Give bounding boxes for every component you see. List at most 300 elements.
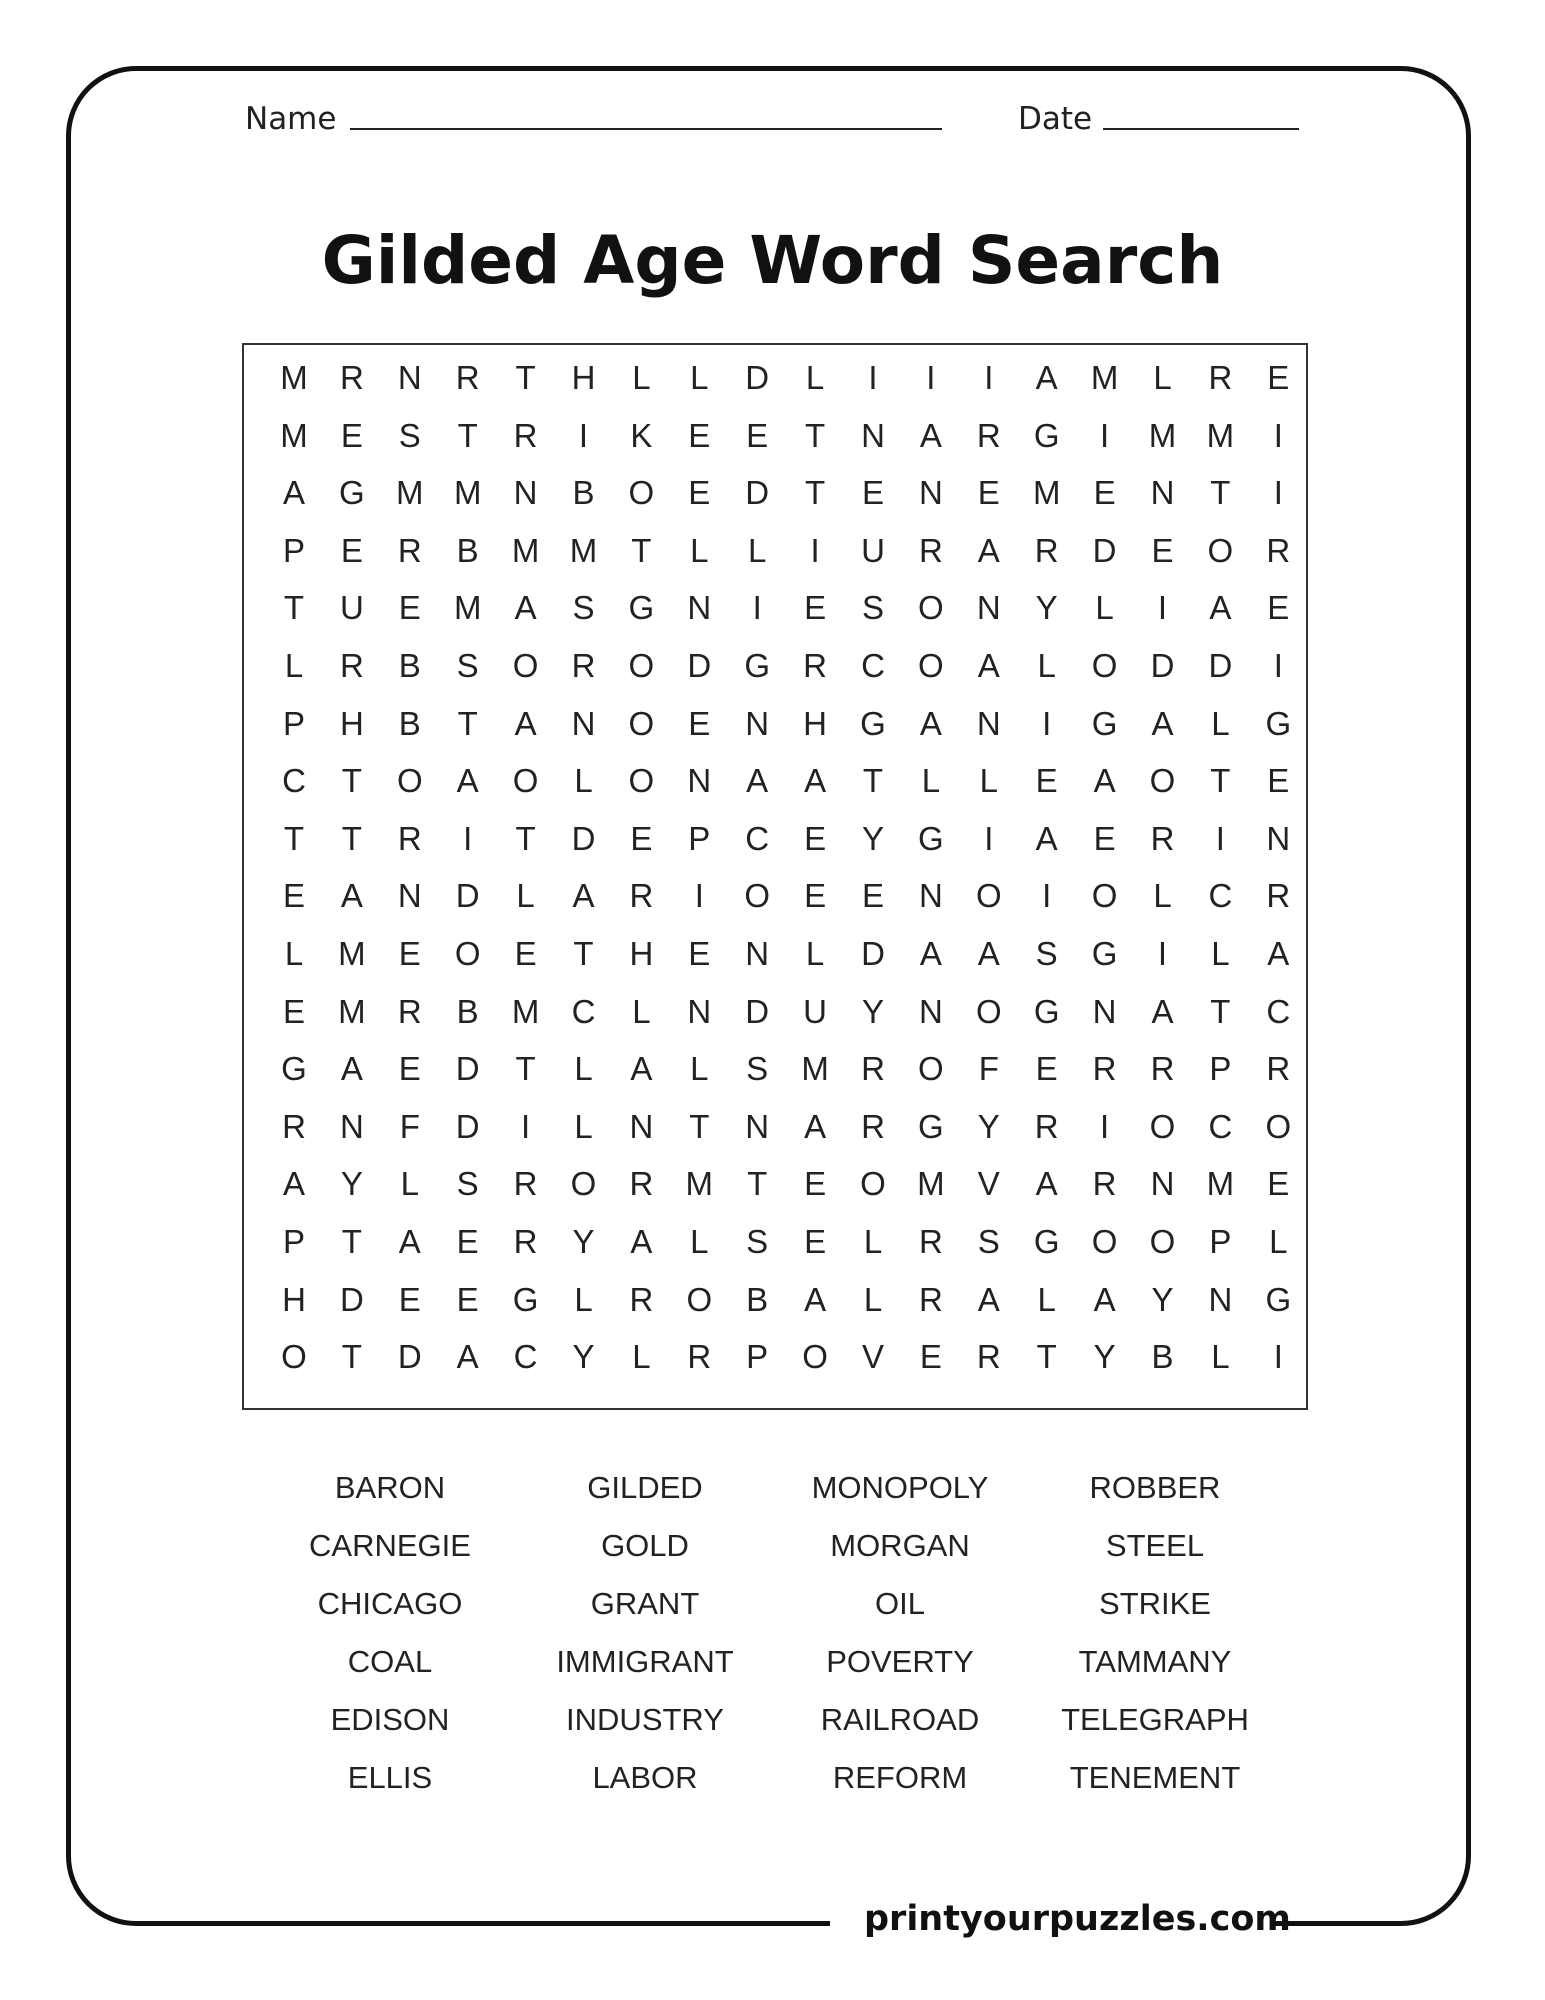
grid-letter[interactable]: A <box>1035 819 1058 857</box>
grid-letter[interactable]: R <box>1208 359 1233 396</box>
grid-letter[interactable]: T <box>457 416 478 454</box>
grid-letter[interactable]: R <box>1266 1050 1291 1088</box>
grid-letter[interactable]: N <box>687 589 712 627</box>
grid-letter[interactable]: I <box>1100 416 1110 454</box>
grid-letter[interactable]: U <box>861 531 885 569</box>
grid-letter[interactable]: Y <box>1093 1338 1116 1376</box>
grid-letter[interactable]: R <box>1092 1050 1117 1088</box>
grid-letter[interactable]: O <box>1091 877 1118 915</box>
grid-letter[interactable]: A <box>282 1165 305 1203</box>
grid-letter[interactable]: E <box>1093 819 1116 857</box>
grid-letter[interactable]: N <box>918 877 943 915</box>
grid-letter[interactable]: R <box>282 1107 306 1145</box>
grid-letter[interactable]: E <box>514 935 537 972</box>
grid-letter[interactable]: S <box>746 1223 769 1260</box>
grid-letter[interactable]: L <box>863 1280 883 1318</box>
grid-letter[interactable]: M <box>280 416 308 454</box>
grid-letter[interactable]: E <box>1035 762 1058 800</box>
grid-letter[interactable]: I <box>1273 474 1283 512</box>
grid-letter[interactable]: D <box>455 877 480 915</box>
grid-letter[interactable]: O <box>802 1338 828 1376</box>
grid-letter[interactable]: L <box>805 935 825 972</box>
grid-letter[interactable]: R <box>1092 1165 1117 1203</box>
grid-letter[interactable]: G <box>918 819 944 857</box>
grid-letter[interactable]: E <box>861 877 884 915</box>
grid-letter[interactable]: O <box>396 762 423 800</box>
grid-letter[interactable]: O <box>860 1165 886 1203</box>
grid-letter[interactable]: M <box>1148 416 1177 454</box>
grid-letter[interactable]: T <box>283 589 305 627</box>
grid-letter[interactable]: E <box>456 1223 479 1260</box>
grid-letter[interactable]: R <box>1034 1107 1059 1145</box>
grid-letter[interactable]: L <box>1211 704 1230 742</box>
grid-letter[interactable]: C <box>1208 877 1233 915</box>
grid-letter[interactable]: D <box>687 647 712 684</box>
grid-letter[interactable]: A <box>340 877 363 915</box>
grid-letter[interactable]: T <box>515 359 536 396</box>
grid-letter[interactable]: D <box>1092 531 1117 569</box>
grid-letter[interactable]: E <box>282 992 305 1030</box>
grid-letter[interactable]: A <box>1035 359 1058 396</box>
grid-letter[interactable]: O <box>1091 647 1118 684</box>
grid-letter[interactable]: T <box>515 819 536 857</box>
grid-letter[interactable]: A <box>804 762 827 800</box>
grid-letter[interactable]: S <box>572 589 595 627</box>
grid-letter[interactable]: N <box>571 704 596 742</box>
grid-letter[interactable]: G <box>1033 416 1060 454</box>
grid-letter[interactable]: L <box>574 762 593 800</box>
grid-letter[interactable]: R <box>513 416 538 454</box>
grid-letter[interactable]: N <box>1208 1280 1233 1318</box>
grid-letter[interactable]: L <box>1095 589 1114 627</box>
grid-letter[interactable]: T <box>341 1338 362 1376</box>
grid-letter[interactable]: R <box>803 647 828 684</box>
grid-letter[interactable]: O <box>628 474 655 512</box>
grid-letter[interactable]: R <box>1150 1050 1175 1088</box>
grid-letter[interactable]: B <box>572 474 595 512</box>
grid-letter[interactable]: E <box>804 1223 827 1260</box>
grid-letter[interactable]: R <box>861 1050 885 1088</box>
grid-letter[interactable]: R <box>918 531 943 569</box>
grid-letter[interactable]: E <box>1267 589 1290 627</box>
grid-letter[interactable]: A <box>340 1050 363 1088</box>
grid-letter[interactable]: I <box>578 416 589 454</box>
grid-letter[interactable]: E <box>1035 1050 1058 1088</box>
grid-letter[interactable]: R <box>339 359 364 396</box>
grid-letter[interactable]: L <box>690 1223 709 1260</box>
grid-letter[interactable]: H <box>571 359 596 396</box>
grid-letter[interactable]: N <box>339 1107 364 1145</box>
grid-letter[interactable]: T <box>689 1107 710 1145</box>
grid-letter[interactable]: G <box>628 589 655 627</box>
grid-letter[interactable]: Y <box>1151 1280 1174 1318</box>
grid-letter[interactable]: O <box>918 647 944 684</box>
grid-letter[interactable]: L <box>574 1050 593 1088</box>
grid-letter[interactable]: E <box>804 877 827 915</box>
grid-letter[interactable]: G <box>1033 1223 1060 1260</box>
grid-letter[interactable]: D <box>1150 647 1175 684</box>
grid-letter[interactable]: M <box>801 1050 829 1088</box>
grid-letter[interactable]: E <box>1267 359 1290 396</box>
grid-letter[interactable]: R <box>397 819 422 857</box>
grid-letter[interactable]: O <box>1149 1223 1176 1260</box>
grid-letter[interactable]: N <box>745 1107 770 1145</box>
grid-letter[interactable]: B <box>456 992 479 1030</box>
grid-letter[interactable]: D <box>397 1338 422 1376</box>
grid-letter[interactable]: L <box>1153 877 1172 915</box>
grid-letter[interactable]: O <box>1207 531 1234 569</box>
grid-letter[interactable]: I <box>1215 819 1225 857</box>
grid-letter[interactable]: R <box>1266 877 1291 915</box>
grid-letter[interactable]: I <box>1273 1338 1283 1376</box>
grid-letter[interactable]: M <box>917 1165 945 1203</box>
grid-letter[interactable]: E <box>804 1165 827 1203</box>
grid-letter[interactable]: E <box>398 1280 421 1318</box>
grid-letter[interactable]: P <box>1209 1050 1232 1088</box>
grid-letter[interactable]: G <box>1265 704 1292 742</box>
grid-letter[interactable]: R <box>629 1280 654 1318</box>
grid-letter[interactable]: T <box>341 762 362 800</box>
grid-letter[interactable]: F <box>399 1107 420 1145</box>
grid-letter[interactable]: I <box>926 359 936 396</box>
grid-letter[interactable]: O <box>628 647 655 684</box>
grid-letter[interactable]: N <box>745 935 770 972</box>
grid-letter[interactable]: L <box>690 359 709 396</box>
grid-letter[interactable]: M <box>396 474 424 512</box>
grid-letter[interactable]: L <box>516 877 535 915</box>
grid-letter[interactable]: E <box>919 1338 942 1376</box>
grid-letter[interactable]: R <box>918 1223 943 1260</box>
grid-letter[interactable]: L <box>1153 359 1172 396</box>
grid-letter[interactable]: N <box>629 1107 654 1145</box>
grid-letter[interactable]: N <box>687 762 712 800</box>
grid-letter[interactable]: U <box>339 589 364 627</box>
grid-letter[interactable]: L <box>748 531 767 569</box>
grid-letter[interactable]: C <box>282 762 306 800</box>
grid-letter[interactable]: G <box>1033 992 1060 1030</box>
grid-letter[interactable]: A <box>398 1223 421 1260</box>
grid-letter[interactable]: N <box>745 704 770 742</box>
grid-letter[interactable]: N <box>397 877 422 915</box>
grid-letter[interactable]: A <box>919 704 942 742</box>
grid-letter[interactable]: I <box>868 359 878 396</box>
grid-letter[interactable]: V <box>977 1165 1000 1203</box>
grid-letter[interactable]: L <box>805 359 825 396</box>
grid-letter[interactable]: I <box>1273 647 1283 684</box>
grid-letter[interactable]: A <box>746 762 769 800</box>
grid-letter[interactable]: T <box>341 1223 362 1260</box>
grid-letter[interactable]: T <box>341 819 362 857</box>
grid-letter[interactable]: T <box>1210 474 1231 512</box>
grid-letter[interactable]: Y <box>572 1338 595 1376</box>
grid-letter[interactable]: E <box>804 589 827 627</box>
grid-letter[interactable]: D <box>745 359 770 396</box>
grid-letter[interactable]: S <box>746 1050 769 1088</box>
grid-letter[interactable]: I <box>1157 935 1168 972</box>
grid-letter[interactable]: O <box>512 647 539 684</box>
grid-letter[interactable]: M <box>453 589 482 627</box>
grid-letter[interactable]: O <box>454 935 481 972</box>
grid-letter[interactable]: A <box>919 416 942 454</box>
grid-letter[interactable]: A <box>977 647 1000 684</box>
grid-letter[interactable]: S <box>456 647 479 684</box>
grid-letter[interactable]: A <box>282 474 305 512</box>
grid-letter[interactable]: S <box>398 416 421 454</box>
grid-letter[interactable]: A <box>804 1107 827 1145</box>
grid-letter[interactable]: H <box>282 1280 306 1318</box>
grid-letter[interactable]: C <box>1208 1107 1233 1145</box>
grid-letter[interactable]: E <box>804 819 827 857</box>
grid-letter[interactable]: E <box>1267 1165 1290 1203</box>
grid-letter[interactable]: I <box>984 819 994 857</box>
grid-letter[interactable]: M <box>1032 474 1061 512</box>
grid-letter[interactable]: O <box>1265 1107 1292 1145</box>
grid-letter[interactable]: I <box>984 359 994 396</box>
grid-letter[interactable]: E <box>688 416 711 454</box>
grid-letter[interactable]: O <box>744 877 771 915</box>
grid-letter[interactable]: M <box>453 474 482 512</box>
grid-letter[interactable]: D <box>745 992 770 1030</box>
grid-letter[interactable]: R <box>976 1338 1001 1376</box>
grid-letter[interactable]: M <box>569 531 598 569</box>
grid-letter[interactable]: L <box>1037 1280 1056 1318</box>
grid-letter[interactable]: N <box>918 992 943 1030</box>
grid-letter[interactable]: M <box>685 1165 714 1203</box>
grid-letter[interactable]: A <box>1267 935 1290 972</box>
grid-letter[interactable]: E <box>340 416 363 454</box>
grid-letter[interactable]: L <box>632 992 651 1030</box>
grid-letter[interactable]: G <box>1091 935 1118 972</box>
grid-letter[interactable]: N <box>397 359 422 396</box>
grid-letter[interactable]: I <box>1100 1107 1110 1145</box>
grid-letter[interactable]: T <box>457 704 478 742</box>
grid-letter[interactable]: D <box>455 1107 480 1145</box>
grid-letter[interactable]: O <box>975 992 1002 1030</box>
grid-letter[interactable]: A <box>630 1223 653 1260</box>
grid-letter[interactable]: R <box>513 1223 538 1260</box>
grid-letter[interactable]: P <box>746 1338 769 1376</box>
grid-letter[interactable]: T <box>515 1050 536 1088</box>
grid-letter[interactable]: E <box>398 1050 421 1088</box>
grid-letter[interactable]: Y <box>572 1223 595 1260</box>
grid-letter[interactable]: P <box>1209 1223 1232 1260</box>
grid-letter[interactable]: L <box>284 935 304 972</box>
grid-letter[interactable]: G <box>744 647 771 684</box>
grid-letter[interactable]: G <box>281 1050 307 1088</box>
grid-letter[interactable]: L <box>574 1280 593 1318</box>
grid-letter[interactable]: N <box>976 589 1001 627</box>
grid-letter[interactable]: T <box>747 1165 768 1203</box>
grid-letter[interactable]: G <box>1265 1280 1292 1318</box>
grid-letter[interactable]: L <box>1037 647 1056 684</box>
grid-letter[interactable]: N <box>1092 992 1117 1030</box>
grid-letter[interactable]: E <box>340 531 363 569</box>
grid-letter[interactable]: O <box>1149 762 1176 800</box>
grid-letter[interactable]: Y <box>1035 589 1058 627</box>
grid-letter[interactable]: R <box>687 1338 712 1376</box>
grid-letter[interactable]: O <box>628 762 655 800</box>
grid-letter[interactable]: M <box>338 935 366 972</box>
grid-letter[interactable]: B <box>398 647 421 684</box>
grid-letter[interactable]: M <box>511 992 540 1030</box>
grid-letter[interactable]: O <box>281 1338 307 1376</box>
grid-letter[interactable]: L <box>632 359 651 396</box>
grid-letter[interactable]: O <box>512 762 539 800</box>
grid-letter[interactable]: C <box>513 1338 538 1376</box>
name-field-line[interactable] <box>350 128 942 130</box>
grid-letter[interactable]: M <box>1206 1165 1235 1203</box>
grid-letter[interactable]: I <box>1042 877 1052 915</box>
grid-letter[interactable]: I <box>694 877 704 915</box>
grid-letter[interactable]: H <box>629 935 654 972</box>
grid-letter[interactable]: P <box>688 819 711 857</box>
grid-letter[interactable]: C <box>745 819 770 857</box>
grid-letter[interactable]: L <box>979 762 998 800</box>
grid-letter[interactable]: C <box>1266 992 1291 1030</box>
grid-letter[interactable]: T <box>1210 992 1231 1030</box>
grid-letter[interactable]: G <box>339 474 365 512</box>
grid-letter[interactable]: L <box>1269 1223 1288 1260</box>
grid-letter[interactable]: S <box>861 589 884 627</box>
grid-letter[interactable]: D <box>571 819 596 857</box>
grid-letter[interactable]: V <box>861 1338 884 1376</box>
grid-letter[interactable]: N <box>1150 1165 1175 1203</box>
grid-letter[interactable]: B <box>398 704 421 742</box>
grid-letter[interactable]: A <box>1209 589 1232 627</box>
grid-letter[interactable]: L <box>1211 935 1230 972</box>
grid-letter[interactable]: P <box>282 704 305 742</box>
grid-letter[interactable]: B <box>746 1280 769 1318</box>
grid-letter[interactable]: T <box>573 935 594 972</box>
grid-letter[interactable]: E <box>688 474 711 512</box>
grid-letter[interactable]: L <box>632 1338 651 1376</box>
grid-letter[interactable]: O <box>1091 1223 1118 1260</box>
grid-letter[interactable]: K <box>630 416 653 454</box>
grid-letter[interactable]: G <box>1091 704 1118 742</box>
grid-letter[interactable]: E <box>1093 474 1116 512</box>
grid-letter[interactable]: E <box>688 935 711 972</box>
grid-letter[interactable]: L <box>400 1165 419 1203</box>
grid-letter[interactable]: A <box>630 1050 653 1088</box>
grid-letter[interactable]: B <box>456 531 479 569</box>
grid-letter[interactable]: I <box>521 1107 531 1145</box>
grid-letter[interactable]: R <box>629 1165 654 1203</box>
grid-letter[interactable]: G <box>918 1107 944 1145</box>
grid-letter[interactable]: Y <box>861 992 884 1030</box>
grid-letter[interactable]: R <box>397 992 422 1030</box>
grid-letter[interactable]: S <box>977 1223 1000 1260</box>
grid-letter[interactable]: A <box>1093 1280 1116 1318</box>
grid-letter[interactable]: R <box>571 647 596 684</box>
grid-letter[interactable]: L <box>690 531 709 569</box>
grid-letter[interactable]: A <box>977 531 1000 569</box>
grid-letter[interactable]: C <box>571 992 596 1030</box>
grid-letter[interactable]: S <box>1035 935 1058 972</box>
grid-letter[interactable]: P <box>282 531 305 569</box>
grid-letter[interactable]: H <box>803 704 828 742</box>
grid-letter[interactable]: E <box>861 474 884 512</box>
grid-letter[interactable]: R <box>339 647 364 684</box>
grid-letter[interactable]: I <box>810 531 820 569</box>
date-field-line[interactable] <box>1103 128 1299 130</box>
grid-letter[interactable]: T <box>862 762 884 800</box>
grid-letter[interactable]: I <box>1273 416 1283 454</box>
grid-letter[interactable]: A <box>804 1280 827 1318</box>
grid-letter[interactable]: R <box>976 416 1001 454</box>
grid-letter[interactable]: O <box>918 1050 944 1088</box>
grid-letter[interactable]: D <box>1208 647 1233 684</box>
grid-letter[interactable]: L <box>690 1050 709 1088</box>
grid-letter[interactable]: R <box>1150 819 1175 857</box>
grid-letter[interactable]: E <box>282 877 305 915</box>
grid-letter[interactable]: M <box>511 531 540 569</box>
grid-letter[interactable]: N <box>918 474 943 512</box>
grid-letter[interactable]: D <box>861 935 885 972</box>
grid-letter[interactable]: I <box>752 589 762 627</box>
grid-letter[interactable]: P <box>282 1223 305 1260</box>
grid-letter[interactable]: R <box>455 359 480 396</box>
grid-letter[interactable]: Y <box>340 1165 363 1203</box>
grid-letter[interactable]: Y <box>861 819 884 857</box>
grid-letter[interactable]: Y <box>977 1107 1000 1145</box>
grid-letter[interactable]: E <box>398 935 421 972</box>
grid-letter[interactable]: I <box>463 819 473 857</box>
grid-letter[interactable]: L <box>574 1107 593 1145</box>
grid-letter[interactable]: E <box>1151 531 1174 569</box>
grid-letter[interactable]: A <box>1093 762 1116 800</box>
grid-letter[interactable]: O <box>918 589 944 627</box>
grid-letter[interactable]: A <box>919 935 942 972</box>
grid-letter[interactable]: A <box>977 1280 1000 1318</box>
grid-letter[interactable]: L <box>863 1223 883 1260</box>
grid-letter[interactable]: T <box>805 474 826 512</box>
grid-letter[interactable]: T <box>631 531 652 569</box>
grid-letter[interactable]: E <box>977 474 1000 512</box>
grid-letter[interactable]: R <box>397 531 422 569</box>
grid-letter[interactable]: G <box>860 704 886 742</box>
grid-letter[interactable]: N <box>976 704 1001 742</box>
grid-letter[interactable]: N <box>513 474 538 512</box>
grid-letter[interactable]: A <box>1035 1165 1058 1203</box>
grid-letter[interactable]: L <box>284 647 304 684</box>
grid-letter[interactable]: N <box>1150 474 1175 512</box>
grid-letter[interactable]: E <box>398 589 421 627</box>
grid-letter[interactable]: E <box>630 819 653 857</box>
grid-letter[interactable]: D <box>455 1050 480 1088</box>
grid-letter[interactable]: M <box>280 359 308 396</box>
grid-letter[interactable]: T <box>1036 1338 1057 1376</box>
grid-letter[interactable]: C <box>861 647 885 684</box>
grid-letter[interactable]: N <box>687 992 712 1030</box>
grid-letter[interactable]: A <box>456 1338 479 1376</box>
grid-letter[interactable]: I <box>1042 704 1052 742</box>
grid-letter[interactable]: A <box>1151 704 1174 742</box>
grid-letter[interactable]: T <box>1210 762 1231 800</box>
grid-letter[interactable]: E <box>1267 762 1290 800</box>
grid-letter[interactable]: D <box>745 474 770 512</box>
grid-letter[interactable]: O <box>975 877 1002 915</box>
grid-letter[interactable]: R <box>1266 531 1291 569</box>
grid-letter[interactable]: R <box>861 1107 885 1145</box>
grid-letter[interactable]: E <box>688 704 711 742</box>
grid-letter[interactable]: A <box>572 877 595 915</box>
grid-letter[interactable]: A <box>1151 992 1174 1030</box>
grid-letter[interactable]: R <box>918 1280 943 1318</box>
grid-letter[interactable]: B <box>1151 1338 1174 1376</box>
grid-letter[interactable]: O <box>570 1165 597 1203</box>
grid-letter[interactable]: F <box>978 1050 999 1088</box>
grid-letter[interactable]: O <box>628 704 655 742</box>
